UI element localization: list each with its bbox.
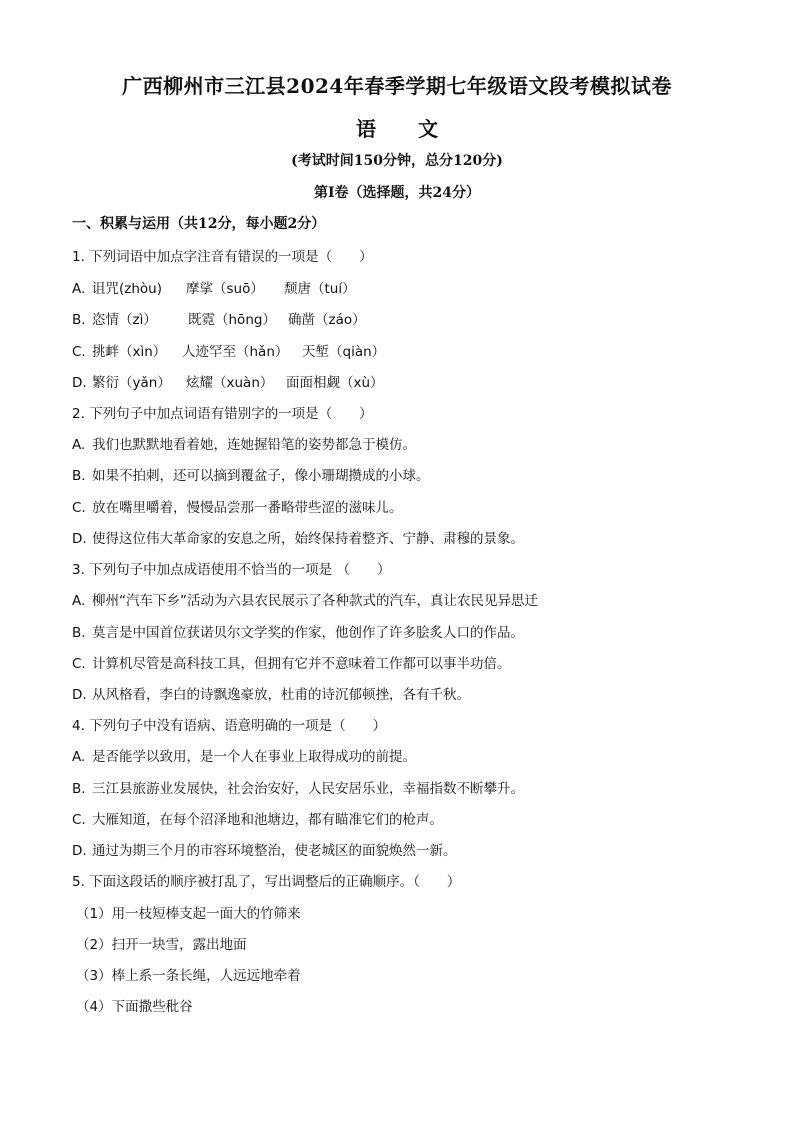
sequence-line: （2）扫开一块雪，露出地面 [76, 937, 247, 953]
option-text: 大雁知道，在每个沼泽地和池塘边，都有瞄准它们的枪声。 [92, 812, 443, 828]
sequence-line: （3）棒上系一条长绳，人远远地牵着 [76, 968, 301, 984]
option-text: 从风格看，李白的诗飘逸豪放，杜甫的诗沉郁顿挫，各有千秋。 [92, 687, 470, 703]
sequence-line: （1）用一枝短棒支起一面大的竹筛来 [76, 906, 301, 922]
option-item: 诅咒(zhòu) [92, 281, 162, 297]
option-row [72, 527, 524, 547]
option-item: 繁衍（yǎn） [92, 375, 171, 391]
question-stem: 2. 下列句子中加点词语有错别字的一项是（ ） [72, 406, 373, 422]
option-row [72, 496, 403, 516]
option-text: 三江县旅游业发展快，社会治安好，人民安居乐业，幸福指数不断攀升。 [92, 781, 524, 797]
option-letter: B. [72, 468, 86, 484]
option-letter: D. [72, 843, 87, 859]
subject-char-1: 语 [356, 117, 376, 141]
option-row [72, 371, 384, 391]
option-item: 面面相觑（xù） [286, 375, 384, 391]
option-row [72, 589, 538, 609]
option-letter: A. [72, 437, 86, 453]
option-row [72, 621, 524, 641]
option-row [72, 683, 470, 703]
option-letter: D. [72, 375, 87, 391]
option-text: 使得这位伟大革命家的安息之所，始终保持着整齐、宁静、肃穆的景象。 [92, 531, 524, 547]
option-item: 恣情（zì） [92, 312, 157, 328]
option-item: 摩挲（suō） [186, 281, 264, 297]
option-text: 放在嘴里嚼着，慢慢品尝那一番略带些涩的滋味儿。 [92, 500, 403, 516]
option-text: 如果不拍刺，还可以摘到覆盆子，像小珊瑚攒成的小球。 [92, 468, 430, 484]
option-letter: C. [72, 656, 86, 672]
option-text: 柳州“汽车下乡”活动为六县农民展示了各种款式的汽车，真让农民见异思迁 [92, 593, 538, 609]
option-letter: B. [72, 781, 86, 797]
option-letter: A. [72, 749, 86, 765]
option-item: 既霓（hōng） [188, 312, 276, 328]
option-letter: B. [72, 312, 86, 328]
option-text: 是否能学以致用，是一个人在事业上取得成功的前提。 [92, 749, 416, 765]
option-row [72, 839, 457, 859]
option-letter: C. [72, 344, 86, 360]
option-item: 人迹罕至（hǎn） [182, 344, 289, 360]
option-row [72, 433, 416, 453]
option-row [72, 745, 416, 765]
option-row [72, 277, 356, 297]
option-text: 通过为期三个月的市容环境整治，使老城区的面貌焕然一新。 [92, 843, 457, 859]
option-item: 颓唐（tuí） [284, 281, 356, 297]
question-stem: 5. 下面这段话的顺序被打乱了，写出调整后的正确顺序。（ ） [72, 874, 461, 890]
option-letter: A. [72, 593, 86, 609]
option-text: 计算机尽管是高科技工具，但拥有它并不意味着工作都可以事半功倍。 [92, 656, 511, 672]
option-letter: B. [72, 625, 86, 641]
section-heading: 一、积累与运用（共12分，每小题2分） [72, 216, 326, 232]
option-letter: D. [72, 687, 87, 703]
option-letter: C. [72, 812, 86, 828]
subject-char-2: 文 [418, 117, 438, 141]
option-letter: D. [72, 531, 87, 547]
option-row [72, 652, 511, 672]
option-row [72, 777, 524, 797]
sequence-line: （4）下面撒些秕谷 [76, 999, 193, 1015]
option-item: 炫耀（xuàn） [186, 375, 274, 391]
option-letter: A. [72, 281, 86, 297]
exam-title: 广西柳州市三江县2024年春季学期七年级语文段考模拟试卷 [122, 74, 672, 98]
option-text: 我们也默默地看着她，连她握铅笔的姿势都急于模仿。 [92, 437, 416, 453]
option-item: 确凿（záo） [288, 312, 366, 328]
option-item: 天堑（qiàn） [302, 344, 386, 360]
part-heading: 第Ⅰ卷（选择题，共24分） [313, 185, 481, 201]
option-row [72, 808, 443, 828]
option-row [72, 464, 430, 484]
option-row [72, 340, 385, 360]
question-stem: 4. 下列句子中没有语病、语意明确的一项是（ ） [72, 718, 387, 734]
question-stem: 1. 下列词语中加点字注音有错误的一项是（ ） [72, 249, 373, 265]
option-row [72, 308, 366, 328]
subject-heading [0, 113, 794, 142]
question-stem: 3. 下列句子中加点成语使用不恰当的一项是 （ ） [72, 562, 391, 578]
exam-info: (考试时间150分钟，总分120分) [291, 153, 503, 169]
option-item: 挑衅（xìn） [92, 344, 167, 360]
option-letter: C. [72, 500, 86, 516]
option-text: 莫言是中国首位获诺贝尔文学奖的作家，他创作了许多脍炙人口的作品。 [92, 625, 524, 641]
